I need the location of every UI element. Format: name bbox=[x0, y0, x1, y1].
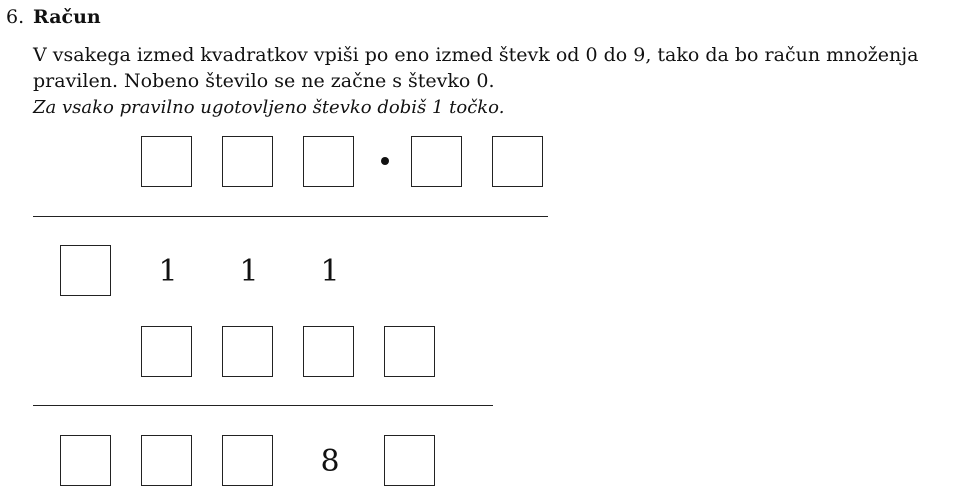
multiplication-dot bbox=[381, 157, 389, 165]
digit-box-row1-3[interactable] bbox=[303, 136, 354, 187]
given-digit-row2-1: 1 bbox=[158, 254, 178, 289]
digit-box-row4-5[interactable] bbox=[384, 435, 435, 486]
digit-box-row2-1[interactable] bbox=[60, 245, 111, 296]
digit-box-row1-5[interactable] bbox=[492, 136, 543, 187]
scoring-note: Za vsako pravilno ugotovljeno števko dobiš 1 točko. bbox=[33, 97, 505, 118]
rule-line-2 bbox=[33, 405, 493, 406]
digit-box-row3-4[interactable] bbox=[384, 326, 435, 377]
given-digit-row2-2: 1 bbox=[239, 254, 259, 289]
rule-line-1 bbox=[33, 216, 548, 217]
digit-box-row4-3[interactable] bbox=[222, 435, 273, 486]
digit-box-row3-1[interactable] bbox=[141, 326, 192, 377]
digit-box-row1-1[interactable] bbox=[141, 136, 192, 187]
digit-box-row3-3[interactable] bbox=[303, 326, 354, 377]
given-digit-row2-3: 1 bbox=[320, 254, 340, 289]
digit-box-row4-1[interactable] bbox=[60, 435, 111, 486]
digit-box-row1-2[interactable] bbox=[222, 136, 273, 187]
instruction-line-1: V vsakega izmed kvadratkov vpiši po eno izmed števk od 0 do 9, tako da bo račun množenja bbox=[33, 44, 919, 66]
digit-box-row1-4[interactable] bbox=[411, 136, 462, 187]
digit-box-row3-2[interactable] bbox=[222, 326, 273, 377]
instruction-line-2: pravilen. Nobeno število se ne začne s števko 0. bbox=[33, 70, 495, 92]
given-digit-row4: 8 bbox=[320, 444, 340, 479]
digit-box-row4-2[interactable] bbox=[141, 435, 192, 486]
problem-title: Račun bbox=[33, 6, 101, 28]
problem-number: 6. bbox=[6, 6, 25, 28]
